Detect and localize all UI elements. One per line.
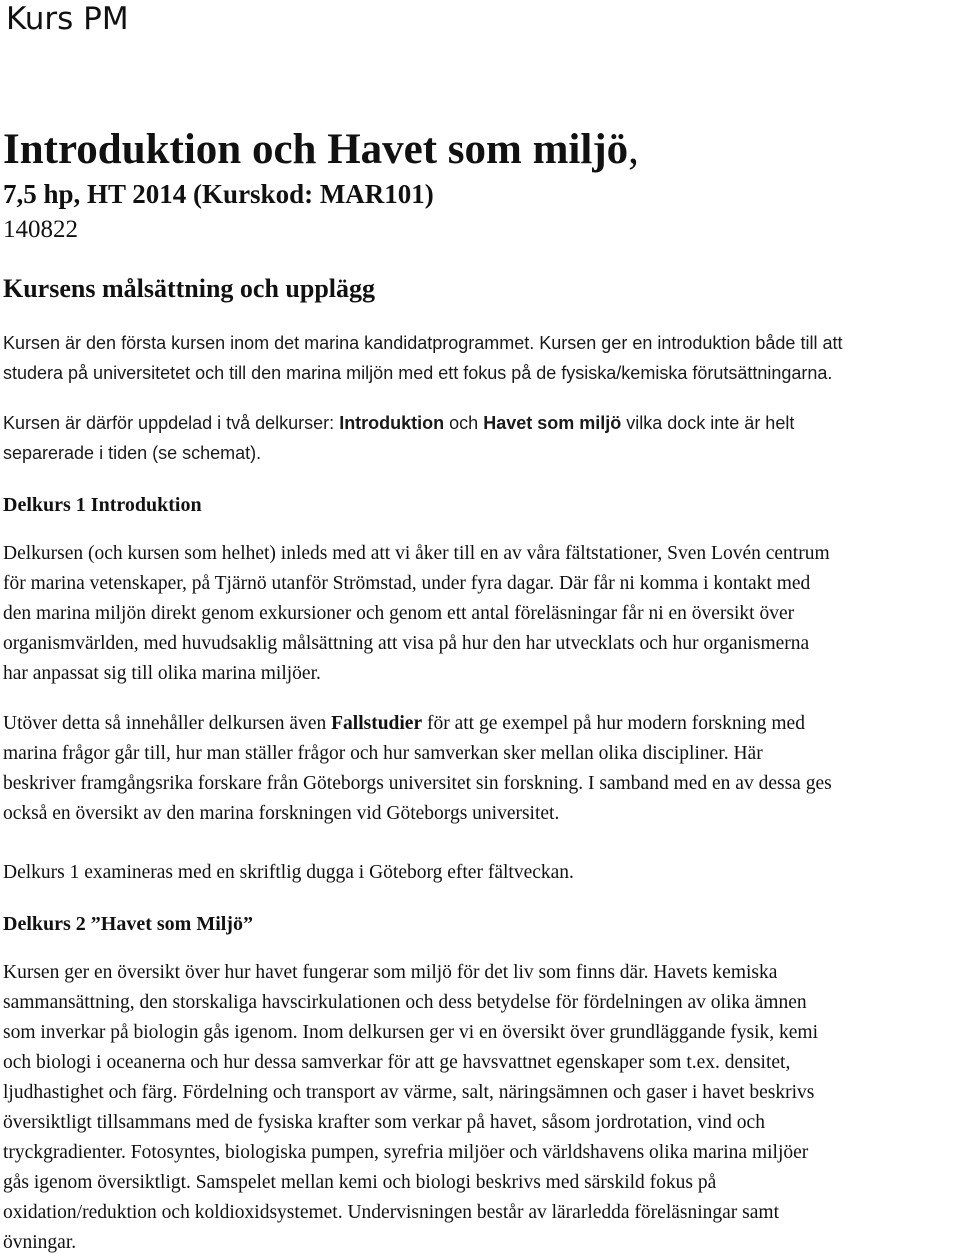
paragraph-line: för marina vetenskaper, på Tjärnö utanför Strömstad, under fyra dagar. Där får ni komma i kontakt med bbox=[3, 573, 811, 594]
paragraph-line: har anpassat sig till olika marina miljöer. bbox=[3, 663, 321, 684]
page-title-comma: , bbox=[628, 126, 639, 173]
paragraph-line: den marina miljön direkt genom exkursioner och genom ett antal föreläsningar får ni en översikt över bbox=[3, 603, 795, 624]
paragraph-line: Kursen ger en översikt över hur havet fungerar som miljö för det liv som finns där. Havets kemiska bbox=[3, 962, 778, 983]
paragraph-line: tryckgradienter. Fotosyntes, biologiska pumpen, syrefria miljöer och världshavens olika marina miljöer bbox=[3, 1142, 809, 1163]
part1-heading: Delkurs 1 Introduktion bbox=[3, 494, 202, 516]
goals-paragraph-1 bbox=[3, 329, 960, 388]
paragraph-line: översiktligt tillsammans med de fysiska krafter som verkar på havet, såsom jordrotation, vind och bbox=[3, 1112, 765, 1133]
paragraph-line: Kursen är den första kursen inom det marina kandidatprogrammet. Kursen ger en introduktion både till att bbox=[3, 333, 843, 353]
text-run: för att ge exempel på hur modern forskning med bbox=[422, 713, 805, 734]
page-title-text: Introduktion och Havet som miljö bbox=[3, 126, 629, 173]
part1-paragraph-1 bbox=[3, 539, 960, 689]
part2-paragraph-1 bbox=[3, 958, 960, 1258]
paragraph-line: och biologi i oceanerna och hur dessa samverkar för att ge havsvattnet egenskaper som t.ex. densitet, bbox=[3, 1052, 791, 1073]
part2-heading: Delkurs 2 ”Havet som Miljö” bbox=[3, 913, 253, 935]
paragraph-line: beskriver framgångsrika forskare från Göteborgs universitet sin forskning. I samband med en av dessa ges bbox=[3, 773, 832, 794]
paragraph-line: ljudhastighet och färg. Fördelning och transport av värme, salt, näringsämnen och gaser i havet beskrivs bbox=[3, 1082, 815, 1103]
paragraph-line bbox=[3, 709, 960, 739]
text-run: och bbox=[444, 413, 484, 433]
paragraph-line: gås igenom översiktligt. Samspelet mellan kemi och biologi beskrivs med särskild fokus på bbox=[3, 1172, 717, 1193]
paragraph-line: oxidation/reduktion och koldioxidsystemet. Undervisningen består av lärarledda föreläsningar samt bbox=[3, 1202, 780, 1223]
document-date: 140822 bbox=[3, 216, 78, 243]
paragraph-line: övningar. bbox=[3, 1232, 77, 1253]
paragraph-line: sammansättning, den storskaliga havscirkulationen och dess betydelse för fördelningen av olika ämnen bbox=[3, 992, 807, 1013]
paragraph-line: organismvärlden, med huvudsaklig målsättning att visa på hur den har utvecklats och hur organismerna bbox=[3, 633, 810, 654]
paragraph-line: Delkurs 1 examineras med en skriftlig dugga i Göteborg efter fältveckan. bbox=[3, 862, 574, 883]
goals-heading: Kursens målsättning och upplägg bbox=[3, 274, 376, 303]
text-run: Kursen är därför uppdelad i två delkurser: bbox=[3, 413, 340, 433]
text-run: vilka dock inte är helt bbox=[621, 413, 795, 433]
document-header: Kurs PM bbox=[6, 1, 129, 37]
goals-paragraph-2 bbox=[3, 409, 960, 468]
delkurs-havet-bold: Havet som miljö bbox=[483, 413, 622, 433]
paragraph-line: studera på universitetet och till den marina miljön med ett fokus på de fysiska/kemiska förutsättningarna. bbox=[3, 362, 833, 383]
paragraph-line: separerade i tiden (se schemat). bbox=[3, 442, 262, 463]
delkurs-introduktion-bold: Introduktion bbox=[339, 413, 445, 433]
paragraph-line: Delkursen (och kursen som helhet) inleds med att vi åker till en av våra fältstationer, Sven Lovén centrum bbox=[3, 543, 830, 564]
paragraph-line: som inverkar på biologin gås igenom. Inom delkursen ger vi en översikt över grundläggande fysik, kemi bbox=[3, 1022, 819, 1043]
text-run: Utöver detta så innehåller delkursen även bbox=[3, 713, 332, 734]
part1-exam-text bbox=[3, 858, 960, 888]
paragraph-line: också en översikt av den marina forskningen vid Göteborgs universitet. bbox=[3, 803, 560, 824]
paragraph-line: marina frågor går till, hur man ställer frågor och hur samverkan sker mellan olika discipliner. Här bbox=[3, 743, 763, 764]
part1-paragraph-2 bbox=[3, 709, 960, 829]
paragraph-line bbox=[3, 409, 960, 439]
fallstudier-bold: Fallstudier bbox=[331, 713, 423, 734]
course-meta: 7,5 hp, HT 2014 (Kurskod: MAR101) bbox=[3, 179, 434, 209]
page-title bbox=[3, 124, 639, 176]
